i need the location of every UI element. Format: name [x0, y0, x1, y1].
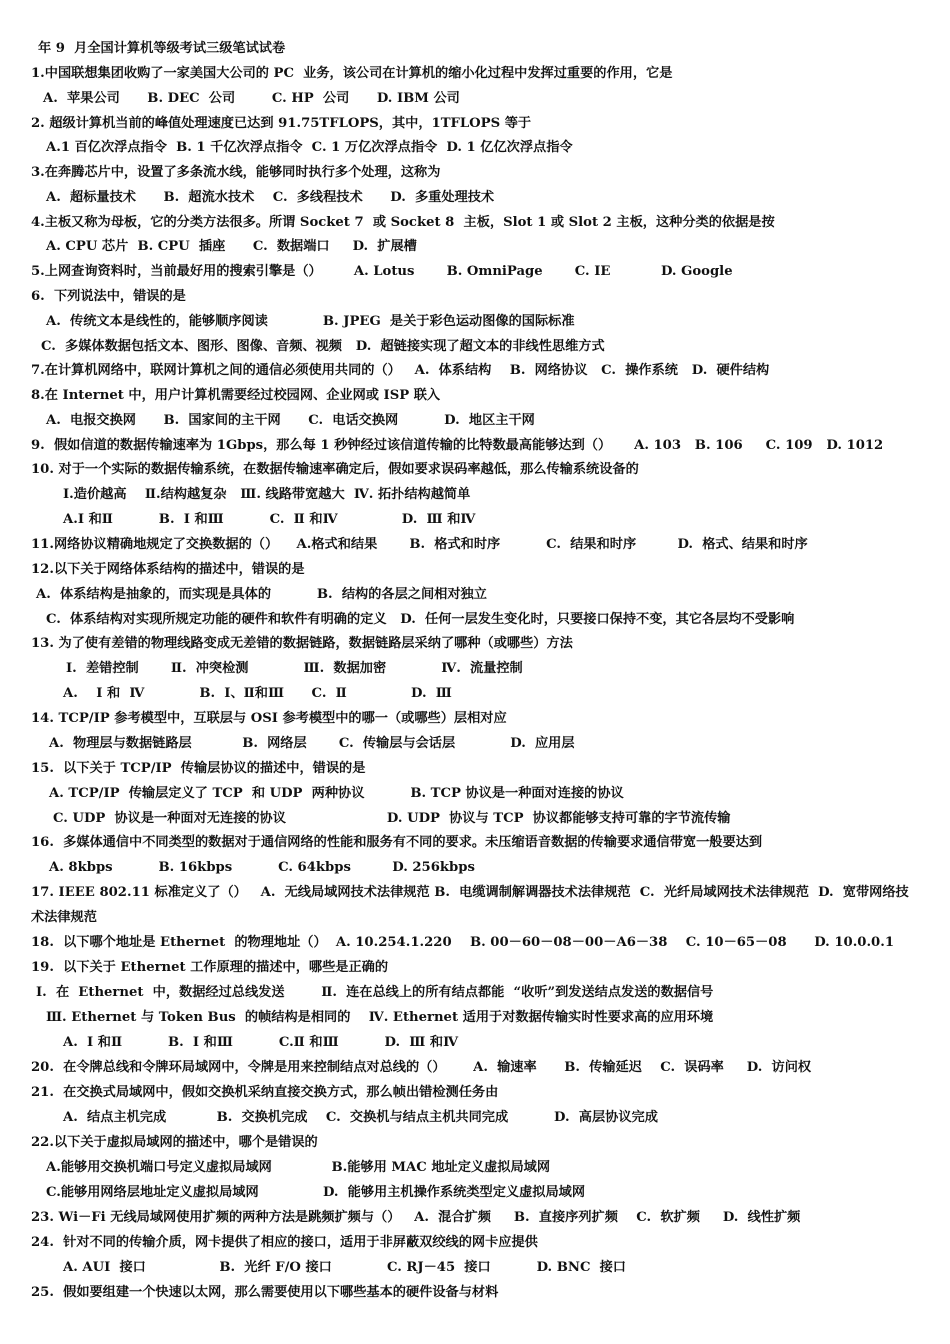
- text-line: 23. Wi－Fi 无线局域网使用扩频的两种方法是跳频扩频与（） A. 混合扩频 B. 直接序列扩频 C. 软扩频 D. 线性扩频: [31, 1210, 801, 1225]
- text-line: 10. 对于一个实际的数据传输系统，在数据传输速率确定后，假如要求误码率越低，那么传输系统设备的: [31, 462, 639, 477]
- text-line: 12.以下关于网络体系结构的描述中，错误的是: [31, 562, 305, 577]
- text-line: C. 多媒体数据包括文本、图形、图像、音频、视频 D. 超链接实现了超文本的非线性思维方式: [41, 339, 605, 354]
- text-line: 6. 下列说法中，错误的是: [31, 289, 186, 304]
- text-line: 5.上网查询资料时，当前最好用的搜索引擎是（） A. Lotus B. OmniPage C. IE D. Google: [31, 264, 733, 279]
- text-line: 20. 在令牌总线和令牌环局域网中，令牌是用来控制结点对总线的（） A. 输速率 B. 传输延迟 C. 误码率 D. 访问权: [31, 1060, 812, 1075]
- text-line: Ⅰ.造价越高 Ⅱ.结构越复杂 Ⅲ. 线路带宽越大 Ⅳ. 拓扑结构越简单: [63, 487, 471, 502]
- text-line: A.能够用交换机端口号定义虚拟局域网 B.能够用 MAC 地址定义虚拟局域网: [46, 1160, 551, 1175]
- text-line: 24. 针对不同的传输介质，网卡提供了相应的接口，适用于非屏蔽双绞线的网卡应提供: [31, 1235, 538, 1250]
- text-line: A. 苹果公司 B. DEC 公司 C. HP 公司 D. IBM 公司: [43, 91, 460, 106]
- text-line: A. Ⅰ 和 Ⅳ B. Ⅰ、Ⅱ和Ⅲ C. Ⅱ D. Ⅲ: [63, 686, 452, 701]
- text-line: 15. 以下关于 TCP/IP 传输层协议的描述中，错误的是: [31, 761, 366, 776]
- text-line: A.Ⅰ 和Ⅱ B. Ⅰ 和Ⅲ C. Ⅱ 和Ⅳ D. Ⅲ 和Ⅳ: [63, 512, 476, 527]
- text-line: 18. 以下哪个地址是 Ethernet 的物理地址（） A. 10.254.1.220 B. 00－60－08－00－A6－38 C. 10－65－08 D. 10.0.0.1: [31, 935, 894, 950]
- text-line: 2. 超级计算机当前的峰值处理速度已达到 91.75TFLOPS，其中，1TFLOPS 等于: [31, 116, 532, 131]
- text-line: 8.在 Internet 中，用户计算机需要经过校园网、企业网或 ISP 联入: [31, 388, 441, 403]
- text-line: 16. 多媒体通信中不同类型的数据对于通信网络的性能和服务有不同的要求。未压缩语音数据的传输要求通信带宽一般要达到: [31, 835, 763, 850]
- text-line: 1.中国联想集团收购了一家美国大公司的 PC 业务，该公司在计算机的缩小化过程中发挥过重要的作用，它是: [31, 66, 673, 81]
- text-line: 13. 为了使有差错的物理线路变成无差错的数据链路，数据链路层采纳了哪种（或哪些）方法: [31, 636, 573, 651]
- text-line: 22.以下关于虚拟局域网的描述中，哪个是错误的: [31, 1135, 318, 1150]
- text-line: A.1 百亿次浮点指令 B. 1 千亿次浮点指令 C. 1 万亿次浮点指令 D. 1 亿亿次浮点指令: [46, 140, 573, 155]
- text-line: 术法律规范: [31, 910, 97, 925]
- text-line: A. 结点主机完成 B. 交换机完成 C. 交换机与结点主机共同完成 D. 高层协议完成: [63, 1110, 658, 1125]
- text-line: A. TCP/IP 传输层定义了 TCP 和 UDP 两种协议 B. TCP 协议是一种面对连接的协议: [49, 786, 624, 801]
- text-line: A. CPU 芯片 B. CPU 插座 C. 数据端口 D. 扩展槽: [46, 239, 417, 254]
- text-line: 3.在奔腾芯片中，设置了多条流水线，能够同时执行多个处理，这称为: [31, 165, 441, 180]
- text-line: 11.网络协议精确地规定了交换数据的（） A.格式和结果 B. 格式和时序 C. 结果和时序 D. 格式、结果和时序: [31, 537, 808, 552]
- text-line: A. Ⅰ 和Ⅱ B. Ⅰ 和Ⅲ C.Ⅱ 和Ⅲ D. Ⅲ 和Ⅳ: [63, 1035, 459, 1050]
- text-line: A. 物理层与数据链路层 B. 网络层 C. 传输层与会话层 D. 应用层: [49, 736, 575, 751]
- text-line: C.能够用网络层地址定义虚拟局域网 D. 能够用主机操作系统类型定义虚拟局域网: [46, 1185, 586, 1200]
- text-line: A. 8kbps B. 16kbps C. 64kbps D. 256kbps: [49, 860, 475, 875]
- text-line: A. 传统文本是线性的，能够顺序阅读 B. JPEG 是关于彩色运动图像的国际标准: [46, 314, 575, 329]
- text-line: 4.主板又称为母板，它的分类方法很多。所谓 Socket 7 或 Socket 8 主板，Slot 1 或 Slot 2 主板，这种分类的依据是按: [31, 215, 775, 230]
- text-line: C. 体系结构对实现所规定功能的硬件和软件有明确的定义 D. 任何一层发生变化时，只要接口保持不变，其它各层均不受影响: [46, 612, 795, 627]
- text-line: 14. TCP/IP 参考模型中，互联层与 OSI 参考模型中的哪一（或哪些）层相对应: [31, 711, 507, 726]
- text-line: Ⅲ. Ethernet 与 Token Bus 的帧结构是相同的 Ⅳ. Ethernet 适用于对数据传输实时性要求高的应用环境: [46, 1010, 714, 1025]
- text-line: 25. 假如要组建一个快速以太网，那么需要使用以下哪些基本的硬件设备与材料: [31, 1285, 499, 1300]
- text-line: C. UDP 协议是一种面对无连接的协议 D. UDP 协议与 TCP 协议都能够支持可靠的字节流传输: [53, 811, 731, 826]
- text-line: 9. 假如信道的数据传输速率为 1Gbps，那么每 1 秒钟经过该信道传输的比特数最高能够达到（） A. 103 B. 106 C. 109 D. 1012: [31, 438, 884, 453]
- text-line: Ⅰ. 差错控制 Ⅱ. 冲突检测 Ⅲ. 数据加密 Ⅳ. 流量控制: [66, 661, 523, 676]
- text-line: Ⅰ. 在 Ethernet 中，数据经过总线发送 Ⅱ. 连在总线上的所有结点都能 “收听”到发送结点发送的数据信号: [36, 985, 714, 1000]
- text-line: 17. IEEE 802.11 标准定义了（） A. 无线局域网技术法律规范 B. 电缆调制解调器技术法律规范 C. 光纤局域网技术法律规范 D. 宽带网络技: [31, 885, 909, 900]
- exam-title: 年 9 月全国计算机等级考试三级笔试试卷: [38, 41, 286, 56]
- text-line: A. AUI 接口 B. 光纤 F/O 接口 C. RJ－45 接口 D. BNC 接口: [63, 1260, 626, 1275]
- text-line: A. 电报交换网 B. 国家间的主干网 C. 电话交换网 D. 地区主干网: [46, 413, 535, 428]
- text-line: 7.在计算机网络中，联网计算机之间的通信必须使用共同的（） A. 体系结构 B. 网络协议 C. 操作系统 D. 硬件结构: [31, 363, 770, 378]
- text-line: 19. 以下关于 Ethernet 工作原理的描述中，哪些是正确的: [31, 960, 389, 975]
- text-line: 21. 在交换式局域网中，假如交换机采纳直接交换方式，那么帧出错检测任务由: [31, 1085, 499, 1100]
- text-line: A. 体系结构是抽象的，而实现是具体的 B. 结构的各层之间相对独立: [36, 587, 487, 602]
- text-line: A. 超标量技术 B. 超流水技术 C. 多线程技术 D. 多重处理技术: [46, 190, 495, 205]
